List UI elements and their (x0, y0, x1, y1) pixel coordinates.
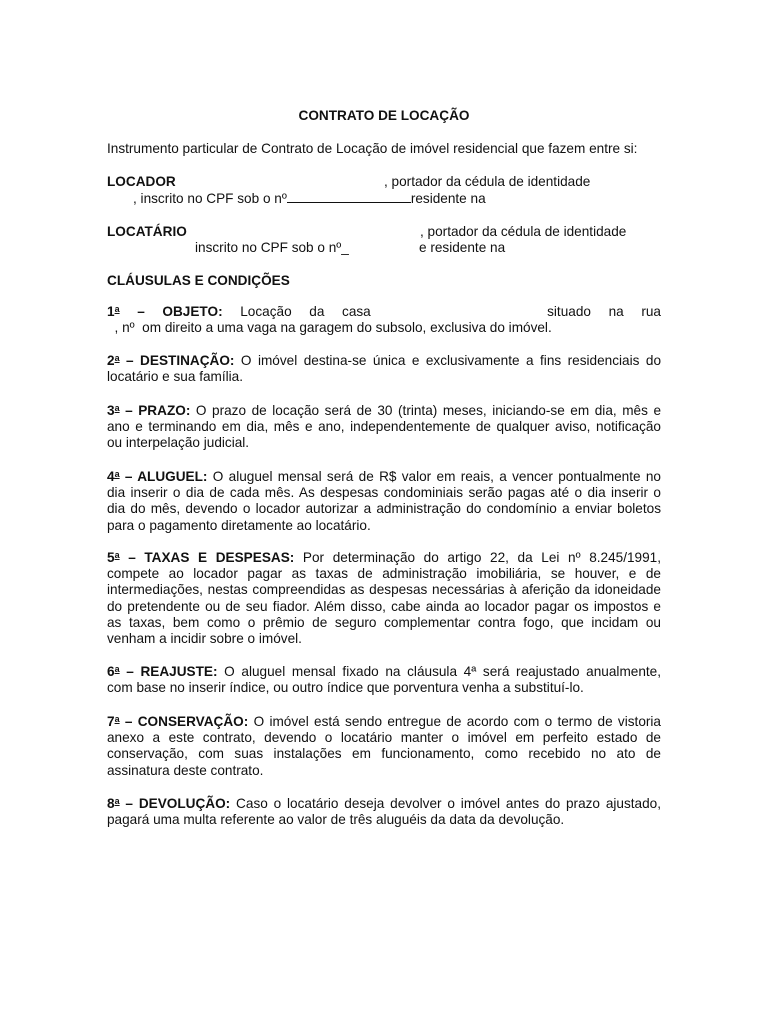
clause-heading: – DESTINAÇÃO: (119, 353, 235, 368)
locatario-id-text: , portador da cédula de identidade (420, 224, 627, 239)
ordinal-mark: a (114, 796, 120, 806)
clause-line (107, 631, 661, 647)
clause-line (107, 550, 661, 566)
clausulas-heading: CLÁUSULAS E CONDIÇÕES (107, 273, 290, 288)
clause-text: O prazo de locação será de 30 (trinta) meses, iniciando-se em dia, mês e (190, 403, 662, 418)
clause-text: Por determinação do artigo 22, da Lei nº 8.245/1991, (294, 550, 662, 565)
clause-heading: – CONSERVAÇÃO: (119, 714, 249, 729)
clause-line (107, 615, 661, 631)
clause-text: assinatura deste contrato. (107, 762, 264, 778)
locador-id-text: , portador da cédula de identidade (384, 174, 591, 189)
clause-text: O imóvel destina-se única e exclusivamente a fins residenciais do (234, 353, 662, 368)
locatario-residence-text: e residente na (419, 240, 506, 255)
clause-text: Locação da casa situado na rua (222, 304, 661, 319)
document-title: CONTRATO DE LOCAÇÃO (298, 108, 470, 123)
clause-line (107, 812, 661, 828)
clause-heading: – ALUGUEL: (119, 469, 208, 484)
clause-line (107, 582, 661, 598)
clause-line (107, 435, 661, 451)
clause-text: dia inserir o dia de cada mês. As despesas condominiais serão pagas até o dia inserir o (107, 485, 661, 501)
clause-5 (107, 550, 661, 647)
clause-heading: – OBJETO: (119, 304, 223, 319)
locador-block (107, 174, 661, 210)
clause-7 (107, 714, 661, 779)
clause-text: do pretendente ou de seu fiador. Além disso, cabe ainda ao locador pagar os impostos e (107, 598, 661, 614)
clause-line (107, 518, 661, 534)
clause-line (107, 369, 661, 385)
locador-cpf-line (133, 190, 486, 207)
clause-text: Caso o locatário deseja devolver o imóvel antes do prazo ajustado, (230, 796, 661, 811)
clause-number: 2 (107, 353, 115, 368)
clause-line (107, 419, 661, 435)
clause-number: 3 (107, 403, 115, 418)
clause-text: locatário e sua família. (107, 369, 244, 385)
clause-4 (107, 469, 661, 534)
locador-cpf-prefix: , inscrito no CPF sob o nº (133, 191, 287, 206)
ordinal-mark: a (114, 550, 120, 560)
clause-text: anexo a este contrato, devendo o locatário manter o imóvel em perfeito estado de (107, 730, 661, 746)
clause-text: conservação, com suas instalações em funcionamento, como recebido no ato de (107, 746, 661, 762)
clause-number: 6 (107, 664, 115, 679)
clause-line (107, 501, 661, 517)
clause-line (107, 320, 661, 336)
clause-number: 1 (107, 304, 115, 319)
clause-text: O imóvel está sendo entregue de acordo com o termo de vistoria (248, 714, 661, 729)
clause-text: as taxas, bem como o prêmio de seguro complementar contra fogo, que incidam ou (107, 614, 661, 630)
clause-text: com base no inserir índice, ou outro índice que porventura venha a substituí-lo. (107, 680, 584, 696)
clause-number: 7 (107, 714, 115, 729)
clause-6 (107, 664, 661, 696)
clause-text: compete ao locador pagar as taxas de administração imobiliária, se houver, e de (107, 566, 661, 582)
clause-8 (107, 796, 661, 828)
locatario-label: LOCATÁRIO (107, 224, 187, 239)
clause-line (107, 403, 661, 419)
clause-line (107, 714, 661, 730)
intro-paragraph: Instrumento particular de Contrato de Locação de imóvel residencial que fazem entre si: (107, 141, 638, 156)
clause-line (107, 304, 661, 320)
clause-text: ano e terminando em dia, mês e ano, independentemente de qualquer aviso, notificação (107, 419, 661, 435)
clause-number: 5 (107, 550, 115, 565)
clause-text: dia do mês, devendo o locador autorizar a administração do condomínio a enviar boletos (107, 501, 661, 517)
ordinal-mark: a (114, 469, 120, 479)
clause-line (107, 599, 661, 615)
clause-text: O aluguel mensal será de R$ valor em reais, a vencer pontualmente no (207, 469, 661, 484)
clause-text: O aluguel mensal fixado na cláusula 4ª será reajustado anualmente, (217, 664, 662, 679)
ordinal-mark: a (114, 664, 120, 674)
locador-residence-text: residente na (410, 191, 486, 206)
locatario-block (107, 224, 661, 260)
clause-line (107, 469, 661, 485)
clause-heading: – REAJUSTE: (119, 664, 218, 679)
clause-text: , nº om direito a uma vaga na garagem do subsolo, exclusiva do imóvel. (107, 320, 552, 336)
clause-2 (107, 353, 661, 385)
clause-line (107, 796, 661, 812)
ordinal-mark: a (114, 304, 120, 314)
clause-1 (107, 304, 661, 336)
clause-3 (107, 403, 661, 452)
clause-heading: – TAXAS E DESPESAS: (119, 550, 295, 565)
clause-number: 8 (107, 796, 115, 811)
locador-label: LOCADOR (107, 174, 176, 189)
ordinal-mark: a (114, 353, 120, 363)
clause-line (107, 763, 661, 779)
clause-line (107, 730, 661, 746)
clause-text: pagará uma multa referente ao valor de três aluguéis da data da devolução. (107, 812, 565, 828)
clause-line (107, 566, 661, 582)
clause-text: para o pagamento diretamente ao locatário. (107, 517, 371, 533)
locatario-cpf-text: inscrito no CPF sob o nº_ (195, 240, 349, 255)
clause-heading: – PRAZO: (119, 403, 191, 418)
clause-text: ou interpelação judicial. (107, 435, 250, 451)
ordinal-mark: a (114, 714, 120, 724)
clause-number: 4 (107, 469, 115, 484)
clause-line (107, 353, 661, 369)
clause-line (107, 680, 661, 696)
clause-text: intermediações, nestas compreendidas as despesas necessárias à aferição da idoneidade (107, 582, 661, 598)
locador-cpf-blank (287, 190, 411, 203)
ordinal-mark: a (114, 403, 120, 413)
clause-line (107, 746, 661, 762)
clause-text: venham a incidir sobre o imóvel. (107, 631, 302, 647)
clause-heading: – DEVOLUÇÃO: (119, 796, 231, 811)
clause-line (107, 664, 661, 680)
clause-line (107, 485, 661, 501)
